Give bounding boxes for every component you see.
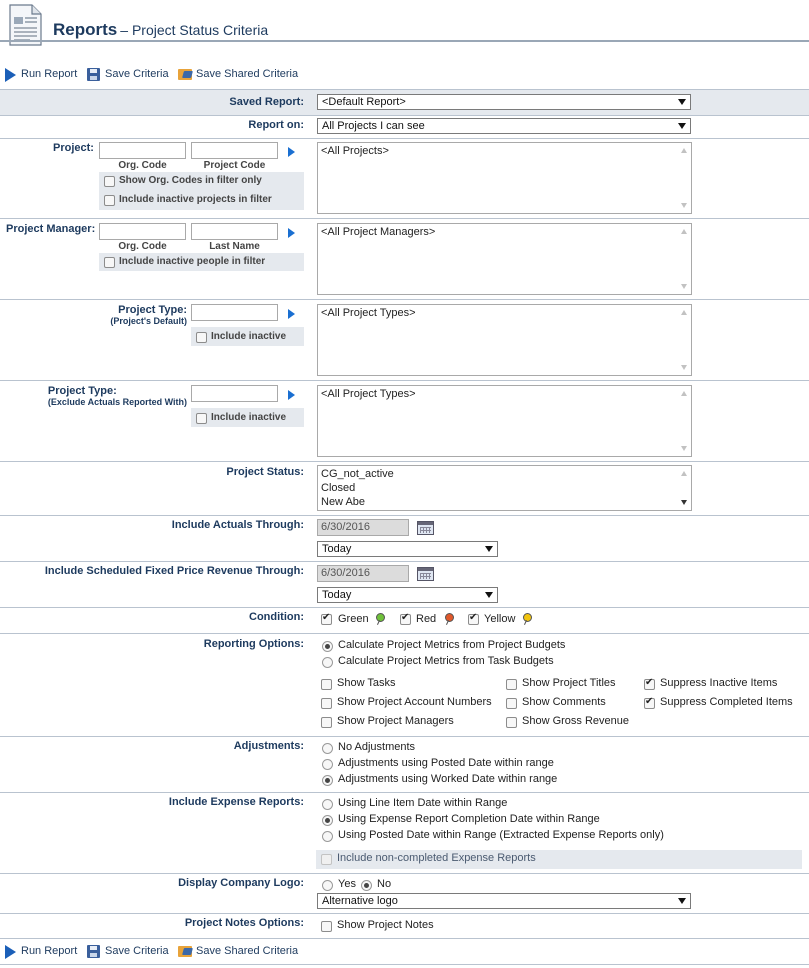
fixed-price-through-option: Today xyxy=(322,589,352,601)
project-org-code-input[interactable] xyxy=(99,142,186,159)
page-title-main: Reports xyxy=(53,20,118,39)
save-criteria-button[interactable]: Save Criteria xyxy=(105,945,169,957)
project-type-exclude-input[interactable] xyxy=(191,385,278,402)
show-gross-revenue-label: Show Gross Revenue xyxy=(522,715,629,727)
project-org-code-caption: Org. Code xyxy=(118,160,167,171)
toolbar-top xyxy=(0,64,809,86)
no-adjustments-label: No Adjustments xyxy=(338,741,416,753)
condition-red-label: Red xyxy=(416,613,437,625)
fixed-price-through-select[interactable] xyxy=(317,587,498,603)
actuals-through-option: Today xyxy=(322,543,352,555)
red-flag-icon xyxy=(445,613,454,622)
save-criteria-button[interactable]: Save Criteria xyxy=(105,68,169,80)
show-gross-revenue-checkbox[interactable] xyxy=(506,717,517,728)
expense-posted-radio[interactable] xyxy=(322,831,333,842)
actuals-through-label: Include Actuals Through: xyxy=(171,519,304,531)
suppress-inactive-label: Suppress Inactive Items xyxy=(660,677,778,689)
non-completed-expense-checkbox[interactable] xyxy=(321,854,332,865)
reporting-options-label: Reporting Options: xyxy=(203,638,304,650)
saved-report-label: Saved Report: xyxy=(229,96,304,108)
include-inactive-projects-label: Include inactive projects in filter xyxy=(119,194,272,205)
project-type-default-sublabel: (Project's Default) xyxy=(110,316,187,326)
project-manager-list[interactable] xyxy=(317,223,692,295)
show-project-notes-label: Show Project Notes xyxy=(337,919,434,931)
metrics-task-budgets-label: Calculate Project Metrics from Task Budgets xyxy=(338,655,554,667)
run-report-icon[interactable] xyxy=(5,945,16,959)
notes-options-label: Project Notes Options: xyxy=(184,917,304,929)
logo-no-radio[interactable] xyxy=(361,880,372,891)
project-type-exclude-label xyxy=(48,385,187,407)
run-report-icon[interactable] xyxy=(5,68,16,82)
save-shared-icon[interactable] xyxy=(178,69,192,80)
project-status-item[interactable]: Closed xyxy=(321,482,356,494)
suppress-inactive-checkbox[interactable] xyxy=(644,679,655,690)
show-comments-label: Show Comments xyxy=(522,696,606,708)
expense-line-item-label: Using Line Item Date within Range xyxy=(338,797,508,809)
pm-org-code-caption: Org. Code xyxy=(118,241,167,252)
show-project-managers-label: Show Project Managers xyxy=(337,715,454,727)
project-type-default-list-item[interactable]: <All Project Types> xyxy=(321,307,416,319)
expense-completion-label: Using Expense Report Completion Date within Range xyxy=(338,813,600,825)
project-type-default-inactive-label: Include inactive xyxy=(211,331,287,342)
logo-yes-label: Yes xyxy=(338,878,356,890)
project-list-item[interactable]: <All Projects> xyxy=(321,145,389,157)
condition-red-checkbox[interactable] xyxy=(400,614,411,625)
include-inactive-projects-checkbox[interactable] xyxy=(104,195,115,206)
run-report-button[interactable]: Run Report xyxy=(21,68,78,80)
show-project-managers-checkbox[interactable] xyxy=(321,717,332,728)
condition-yellow-checkbox[interactable] xyxy=(468,614,479,625)
pm-go-arrow-icon[interactable] xyxy=(288,228,295,238)
condition-green-label: Green xyxy=(338,613,369,625)
project-type-default-label xyxy=(110,304,187,326)
header-divider xyxy=(0,40,809,42)
project-manager-label: Project Manager: xyxy=(6,223,96,235)
expense-line-item-radio[interactable] xyxy=(322,799,333,810)
logo-select-value: Alternative logo xyxy=(322,895,398,907)
project-list[interactable] xyxy=(317,142,692,214)
project-code-caption: Project Code xyxy=(203,160,266,171)
saved-report-select[interactable] xyxy=(317,94,691,110)
show-tasks-checkbox[interactable] xyxy=(321,679,332,690)
fixed-price-through-label: Include Scheduled Fixed Price Revenue Through: xyxy=(44,565,304,577)
project-type-default-go-icon[interactable] xyxy=(288,309,295,319)
project-type-exclude-list-item[interactable]: <All Project Types> xyxy=(321,388,416,400)
show-account-numbers-label: Show Project Account Numbers xyxy=(337,696,492,708)
page-title xyxy=(53,20,268,40)
project-type-default-list[interactable] xyxy=(317,304,692,376)
expense-completion-radio[interactable] xyxy=(322,815,333,826)
metrics-project-budgets-label: Calculate Project Metrics from Project Budgets xyxy=(338,639,566,651)
actuals-calendar-icon[interactable] xyxy=(417,521,434,535)
show-project-titles-checkbox[interactable] xyxy=(506,679,517,690)
condition-green-checkbox[interactable] xyxy=(321,614,332,625)
show-project-titles-label: Show Project Titles xyxy=(522,677,616,689)
saved-report-value: <Default Report> xyxy=(322,96,406,108)
yellow-flag-icon xyxy=(523,613,532,622)
project-type-exclude-inactive-checkbox[interactable] xyxy=(196,413,207,424)
show-org-codes-label: Show Org. Codes in filter only xyxy=(119,175,262,186)
adjustments-posted-label: Adjustments using Posted Date within range xyxy=(338,757,554,769)
report-on-label: Report on: xyxy=(248,119,304,131)
pm-last-name-input[interactable] xyxy=(191,223,278,240)
page-title-sub: – Project Status Criteria xyxy=(120,22,269,38)
expense-posted-label: Using Posted Date within Range (Extracted Expense Reports only) xyxy=(338,829,664,841)
show-comments-checkbox[interactable] xyxy=(506,698,517,709)
toolbar-bottom xyxy=(0,941,809,963)
save-shared-criteria-button[interactable]: Save Shared Criteria xyxy=(196,945,299,957)
logo-select[interactable] xyxy=(317,893,691,909)
show-project-notes-checkbox[interactable] xyxy=(321,921,332,932)
pm-last-name-caption: Last Name xyxy=(209,241,260,252)
logo-yes-radio[interactable] xyxy=(322,880,333,891)
no-adjustments-radio[interactable] xyxy=(322,743,333,754)
logo-no-label: No xyxy=(377,878,392,890)
report-on-value: All Projects I can see xyxy=(322,120,425,132)
show-tasks-label: Show Tasks xyxy=(337,677,396,689)
project-status-item[interactable]: CG_not_active xyxy=(321,468,394,480)
save-shared-criteria-button[interactable]: Save Shared Criteria xyxy=(196,68,299,80)
save-icon[interactable] xyxy=(87,68,100,81)
project-go-arrow-icon[interactable] xyxy=(288,147,295,157)
fixed-price-calendar-icon[interactable] xyxy=(417,567,434,581)
actuals-through-date-input[interactable]: 6/30/2016 xyxy=(317,519,409,536)
project-status-label: Project Status: xyxy=(226,466,304,478)
actuals-through-select[interactable] xyxy=(317,541,498,557)
non-completed-expense-label: Include non-completed Expense Reports xyxy=(337,852,536,864)
include-inactive-people-label: Include inactive people in filter xyxy=(119,256,266,267)
company-logo-label: Display Company Logo: xyxy=(178,877,304,889)
save-shared-icon[interactable] xyxy=(178,946,192,957)
project-status-list[interactable] xyxy=(317,465,692,511)
green-flag-icon xyxy=(376,613,385,622)
adjustments-worked-label: Adjustments using Worked Date within range xyxy=(338,773,558,785)
suppress-completed-checkbox[interactable] xyxy=(644,698,655,709)
project-code-input[interactable] xyxy=(191,142,278,159)
condition-label: Condition: xyxy=(249,611,304,623)
metrics-project-budgets-radio[interactable] xyxy=(322,641,333,652)
fixed-price-through-date-input[interactable]: 6/30/2016 xyxy=(317,565,409,582)
report-on-select[interactable] xyxy=(317,118,691,134)
condition-yellow-label: Yellow xyxy=(484,613,516,625)
project-status-item[interactable]: New Abe xyxy=(321,496,366,508)
run-report-button[interactable]: Run Report xyxy=(21,945,78,957)
pm-org-code-input[interactable] xyxy=(99,223,186,240)
project-label: Project: xyxy=(53,142,94,154)
project-type-default-title: Project Type: xyxy=(118,304,187,316)
save-icon[interactable] xyxy=(87,945,100,958)
project-type-exclude-list[interactable] xyxy=(317,385,692,457)
metrics-task-budgets-radio[interactable] xyxy=(322,657,333,668)
project-type-default-inactive-checkbox[interactable] xyxy=(196,332,207,343)
show-org-codes-checkbox[interactable] xyxy=(104,176,115,187)
expense-reports-label: Include Expense Reports: xyxy=(168,796,304,808)
suppress-completed-label: Suppress Completed Items xyxy=(660,696,793,708)
project-type-exclude-sublabel: (Exclude Actuals Reported With) xyxy=(47,397,187,407)
project-type-exclude-title: Project Type: xyxy=(47,385,117,397)
show-account-numbers-checkbox[interactable] xyxy=(321,698,332,709)
project-type-exclude-go-icon[interactable] xyxy=(288,390,295,400)
adjustments-posted-radio[interactable] xyxy=(322,759,333,770)
adjustments-label: Adjustments: xyxy=(233,740,304,752)
project-type-exclude-inactive-label: Include inactive xyxy=(211,412,287,423)
include-inactive-people-checkbox[interactable] xyxy=(104,257,115,268)
adjustments-worked-radio[interactable] xyxy=(322,775,333,786)
project-manager-list-item[interactable]: <All Project Managers> xyxy=(321,226,436,238)
project-type-default-input[interactable] xyxy=(191,304,278,321)
